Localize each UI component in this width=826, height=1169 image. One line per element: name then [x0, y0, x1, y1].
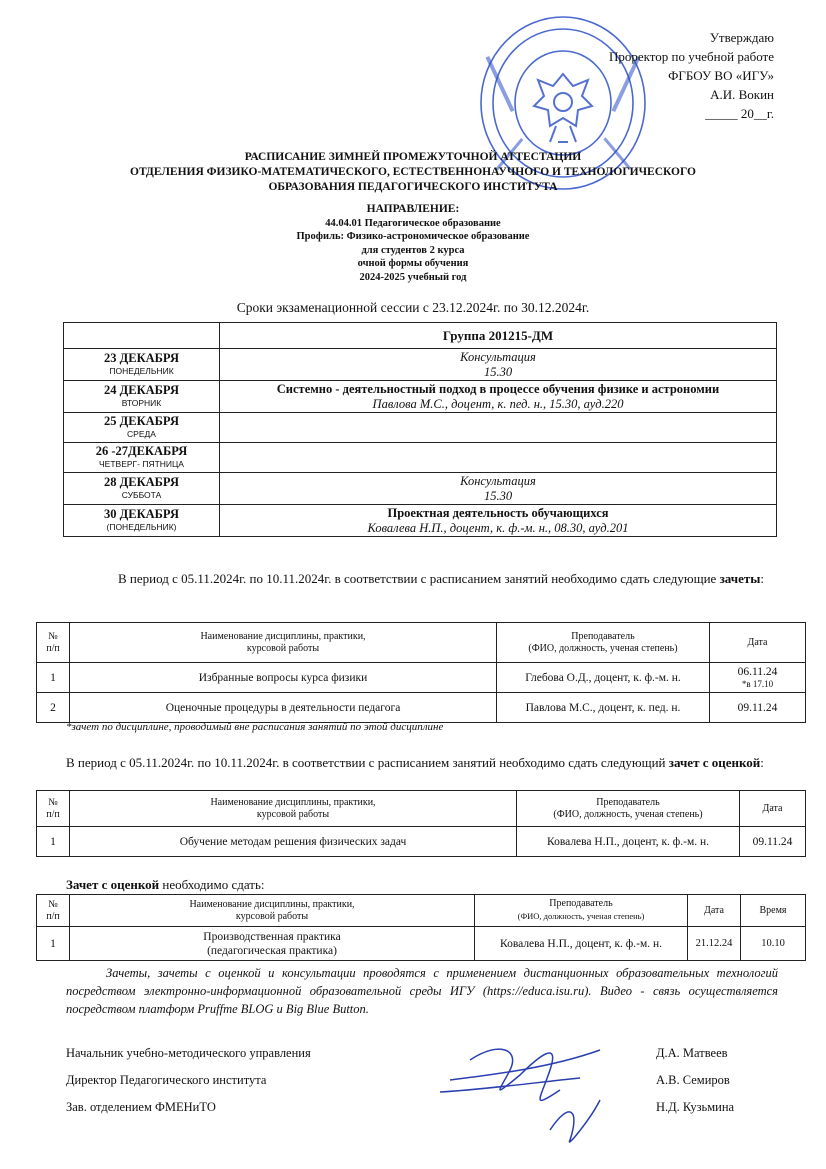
signature-row: [66, 1073, 756, 1088]
signer-name: Н.Д. Кузьмина: [656, 1100, 735, 1114]
signer-role: Начальник учебно-методического управления: [66, 1046, 311, 1060]
schedule-row: [64, 413, 777, 443]
approval-line: А.И. Вокин: [710, 87, 774, 102]
title-line: РАСПИСАНИЕ ЗИМНЕЙ ПРОМЕЖУТОЧНОЙ АТТЕСТАЦИИ: [244, 151, 582, 163]
schedule-date: 26 -27ДЕКАБРЯ: [95, 443, 188, 458]
table-row: 1 Обучение методам решения физических задач Ковалева Н.П., доцент, к. ф.-м. н. 09.11.24: [37, 827, 806, 857]
schedule-weekday: ПОНЕДЕЛЬНИК: [109, 365, 174, 376]
direction-code: 44.04.01 Педагогическое образование: [325, 217, 501, 229]
table-row: 2 Оценочные процедуры в деятельности педагога Павлова М.С., доцент, к. пед. н. 09.11.24: [37, 693, 806, 723]
schedule-weekday: СРЕДА: [127, 428, 156, 439]
approval-block: [514, 28, 774, 123]
schedule-time: 15.30: [483, 488, 513, 503]
schedule-detail: Консультация: [460, 473, 536, 488]
signer-role: Директор Педагогического института: [66, 1073, 267, 1087]
footnote: *зачет по дисциплине, проводимый вне расписания занятий по этой дисциплине: [66, 721, 444, 733]
document-title: [60, 150, 766, 195]
schedule-row: [64, 473, 777, 505]
schedule-weekday: ВТОРНИК: [121, 397, 162, 408]
table-row: 1 Избранные вопросы курса физики Глебова О.Д., доцент, к. ф.-м. н. 06.11.24 *в 17.10: [37, 663, 806, 693]
schedule-date: 25 ДЕКАБРЯ: [104, 413, 179, 428]
signature-row: [66, 1046, 756, 1061]
signer-role: Зав. отделением ФМЕНиТО: [66, 1100, 216, 1114]
approval-line: Утверждаю: [709, 30, 774, 45]
practice-intro: Зачет с оценкой необходимо сдать:: [66, 877, 265, 892]
schedule-row: [64, 443, 777, 473]
approval-line: Проректор по учебной работе: [608, 49, 774, 64]
practice-table: № п/п Наименование дисциплины, практики, курсовой работы Преподаватель (ФИО, должность, ученая степень) Дата Время 1 Производственная практика (педагогическая практика) Ковалева Н.П., доцент, к. ф.-м. н. 21.12.24 10.10: [36, 894, 806, 961]
schedule-subject: Системно - деятельностный подход в процессе обучения физике и астрономии: [276, 381, 720, 396]
session-dates: Сроки экзаменационной сессии с 23.12.2024г. по 30.12.2024г.: [236, 300, 590, 315]
schedule-time: 15.30: [483, 364, 513, 379]
schedule-corner-cell: [64, 323, 220, 349]
zachet-ocenka-table: № п/п Наименование дисциплины, практики, курсовой работы Преподаватель (ФИО, должность, ученая степень) Дата 1 Обучение методам решения физических задач Ковалева Н.П., доцент, к. ф.-м. н. 09.11.24: [36, 790, 806, 857]
schedule-subject: Проектная деятельность обучающихся: [387, 505, 609, 520]
schedule-detail: Ковалева Н.П., доцент, к. ф.-м. н., 08.30, ауд.201: [367, 520, 629, 535]
direction-profile: Профиль: Физико-астрономическое образование: [296, 231, 530, 242]
signature-row: [66, 1100, 756, 1115]
direction-block: [60, 203, 766, 284]
schedule-date: 23 ДЕКАБРЯ: [104, 350, 179, 365]
title-line: ОБРАЗОВАНИЯ ПЕДАГОГИЧЕСКОГО ИНСТИТУТА: [268, 181, 558, 193]
schedule-detail: Павлова М.С., доцент, к. пед. н., 15.30, ауд.220: [372, 396, 624, 411]
schedule-row: [64, 349, 777, 381]
zachet-ocenka-intro: В период с 05.11.2024г. по 10.11.2024г. в соответствии с расписанием занятий необходимо сдать следующий зачет с оценкой:: [66, 755, 764, 770]
schedule-date: 28 ДЕКАБРЯ: [104, 474, 179, 489]
table-row: 1 Производственная практика (педагогическая практика) Ковалева Н.П., доцент, к. ф.-м. н. 21.12.24 10.10: [37, 927, 806, 961]
direction-heading: НАПРАВЛЕНИЕ:: [366, 203, 460, 215]
title-line: ОТДЕЛЕНИЯ ФИЗИКО-МАТЕМАТИЧЕСКОГО, ЕСТЕСТВЕННОНАУЧНОГО И ТЕХНОЛОГИЧЕСКОГО: [130, 166, 696, 178]
approval-line: ФГБОУ ВО «ИГУ»: [668, 68, 774, 83]
zachety-table: № п/п Наименование дисциплины, практики, курсовой работы Преподаватель (ФИО, должность, ученая степень) Дата 1 Избранные вопросы курса физики Глебова О.Д., доцент, к. ф.-м. н. 06.11.24 *в 17.10 2 Оценочные процедуры в деятельности педагога Павлова М.С., доцент, к. пед. н. 09.11.24: [36, 622, 806, 723]
signer-name: А.В. Семиров: [656, 1073, 730, 1087]
signer-name: Д.А. Матвеев: [656, 1046, 728, 1060]
schedule-row: [64, 505, 777, 537]
direction-form: очной формы обучения: [357, 258, 469, 269]
direction-year: 2024-2025 учебный год: [359, 271, 467, 283]
schedule-date: 30 ДЕКАБРЯ: [104, 506, 179, 521]
approval-date: _____ 20__г.: [705, 106, 774, 121]
zachety-intro: В период с 05.11.2024г. по 10.11.2024г. в соответствии с расписанием занятий необходимо сдать следующие зачеты:: [118, 571, 765, 586]
distance-learning-note: Зачеты, зачеты с оценкой и консультации проводятся с применением дистанционных образовательных технологий посредством электронно-информационной образовательной среды ИГУ (https://educa.isu.ru). Видео - связь осуществляется посредством платформ Pruffme BLOG и Big Blue Button.: [66, 966, 778, 1016]
group-header: Группа 201215-ДМ: [220, 323, 777, 349]
schedule-detail: Консультация: [460, 349, 536, 364]
schedule-weekday: ЧЕТВЕРГ- ПЯТНИЦА: [99, 458, 184, 469]
schedule-row: [64, 381, 777, 413]
schedule-weekday: СУББОТА: [121, 489, 162, 500]
direction-students: для студентов 2 курса: [361, 244, 465, 256]
schedule-date: 24 ДЕКАБРЯ: [104, 382, 179, 397]
signature-scribble: [430, 1020, 630, 1160]
schedule-weekday: (ПОНЕДЕЛЬНИК): [106, 521, 177, 532]
schedule-table: [63, 322, 777, 537]
